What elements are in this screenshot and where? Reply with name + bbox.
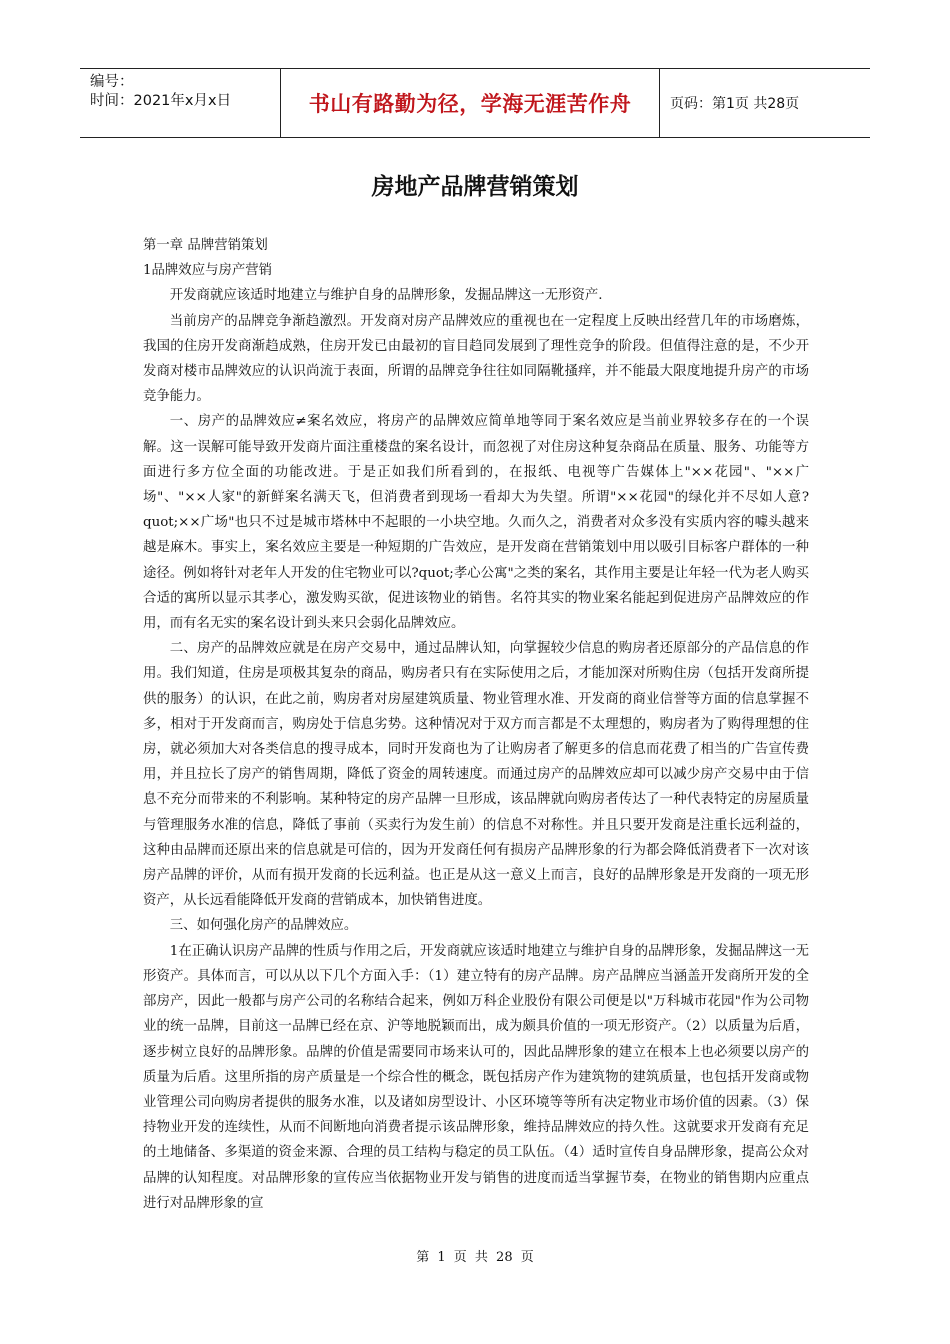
body-paragraph: 二、房产的品牌效应就是在房产交易中，通过品牌认知，向掌握较少信息的购房者还原部分的产品信息的作用。我们知道，住房是项极其复杂的商品，购房者只有在实际使用之后，才能加深对所购住房（包括开发商所提供的服务）的认识，在此之前，购房者对房屋建筑质量、物业管理水准、开发商的商业信誉等方面的信息掌握不多，相对于开发商而言，购房处于信息劣势。这种情况对于双方而言都是不太理想的，购房者为了购得理想的住房，就必须加大对各类信息的搜寻成本，同时开发商也为了让购房者了解更多的信息而花费了相当的广告宣传费用，并且拉长了房产的销售周期，降低了资金的周转速度。而通过房产的品牌效应却可以减少房产交易中由于信息不充分而带来的不利影响。某种特定的房产品牌一旦形成，该品牌就向购房者传达了一种代表特定的房屋质量与管理服务水准的信息，降低了事前（买卖行为发生前）的信息不对称性。并且只要开发商是注重长远利益的，这种由品牌而还原出来的信息就是可信的，因为开发商任何有损房产品牌形象的行为都会降低消费者下一次对该房产品牌的评价，从而有损开发商的长远利益。也正是从这一意义上而言，良好的品牌形象是开发商的一项无形资产，从长远看能降低开发商的营销成本，加快销售进度。 [143, 641, 809, 909]
body-paragraph: 1在正确认识房产品牌的性质与作用之后，开发商就应该适时地建立与维护自身的品牌形象，发掘品牌这一无形资产。具体而言，可以从以下几个方面入手：（1）建立特有的房产品牌。房产品牌应当涵盖开发商所开发的全部房产，因此一般都与房产公司的名称结合起来，例如万科企业股份有限公司便是以"万科城市花园"作为公司物业的统一品牌，目前这一品牌已经在京、沪等地脱颖而出，成为颇具价值的一项无形资产。（2）以质量为后盾，逐步树立良好的品牌形象。品牌的价值是需要同市场来认可的，因此品牌形象的建立在根本上也必须要以房产的质量为后盾。这里所指的房产质量是一个综合性的概念，既包括房产作为建筑物的建筑质量，也包括开发商或物业管理公司向购房者提供的服务水准，以及诸如房型设计、小区环境等等所有决定物业市场价值的因素。（3）保持物业开发的连续性，从而不间断地向消费者提示该品牌形象，维持品牌效应的持久性。这就要求开发商有充足的土地储备、多渠道的资金来源、合理的员工结构与稳定的员工队伍。（4）适时宣传自身品牌形象，提高公众对品牌的认知程度。对品牌形象的宣传应当依据物业开发与销售的进度而适当掌握节奏，在物业的销售期内应重点进行对品牌形象的宣 [143, 943, 809, 1211]
chapter-heading: 第一章 品牌营销策划 [143, 238, 268, 253]
header-meta [80, 69, 280, 137]
document-title: 房地产品牌营销策划 [371, 174, 579, 200]
body-paragraph: 三、如何强化房产的品牌效应。 [169, 918, 358, 934]
document-number-label: 编号： [90, 74, 134, 90]
body-paragraph: 当前房产的品牌竞争渐趋激烈。开发商对房产品牌效应的重视也在一定程度上反映出经营几年的市场磨炼，我国的住房开发商渐趋成熟，住房开发已由最初的盲目趋同发展到了理性竞争的阶段。但值得注意的是，不少开发商对楼市品牌效应的认识尚流于表面，所谓的品牌竞争往往如同隔靴搔痒，并不能最大限度地提升房产的市场竞争能力。 [143, 313, 809, 405]
page-header [80, 68, 870, 138]
document-date-label: 时间：2021年x月x日 [90, 93, 232, 109]
header-motto: 书山有路勤为径，学海无涯苦作舟 [280, 69, 660, 137]
section-heading: 1品牌效应与房产营销 [143, 263, 273, 279]
body-paragraph: 开发商就应该适时地建立与维护自身的品牌形象，发掘品牌这一无形资产. [169, 288, 603, 304]
document-body [143, 233, 809, 1216]
page-footer: 第 1 页 共 28 页 [416, 1250, 534, 1265]
header-page-info: 页码：第1页 共28页 [670, 96, 800, 112]
body-paragraph: 一、房产的品牌效应≠案名效应，将房产的品牌效应简单地等同于案名效应是当前业界较多存在的一个误解。这一误解可能导致开发商片面注重楼盘的案名设计，而忽视了对住房这种复杂商品在质量、服务、功能等方面进行多方位全面的功能改进。于是正如我们所看到的，在报纸、电视等广告媒体上"××花园"、"××广场"、"××人家"的新鲜案名满天飞，但消费者到现场一看却大为失望。所谓"××花园"的绿化并不尽如人意?quot;××广场"也只不过是城市塔林中不起眼的一小块空地。久而久之，消费者对众多没有实质内容的噱头越来越是麻木。事实上，案名效应主要是一种短期的广告效应，是开发商在营销策划中用以吸引目标客户群体的一种途径。例如将针对老年人开发的住宅物业可以?quot;孝心公寓"之类的案名，其作用主要是让年轻一代为老人购买合适的寓所以显示其孝心，激发购买欲，促进该物业的销售。名符其实的物业案名能起到促进房产品牌效应的作用，而有名无实的案名设计到头来只会弱化品牌效应。 [143, 414, 809, 632]
